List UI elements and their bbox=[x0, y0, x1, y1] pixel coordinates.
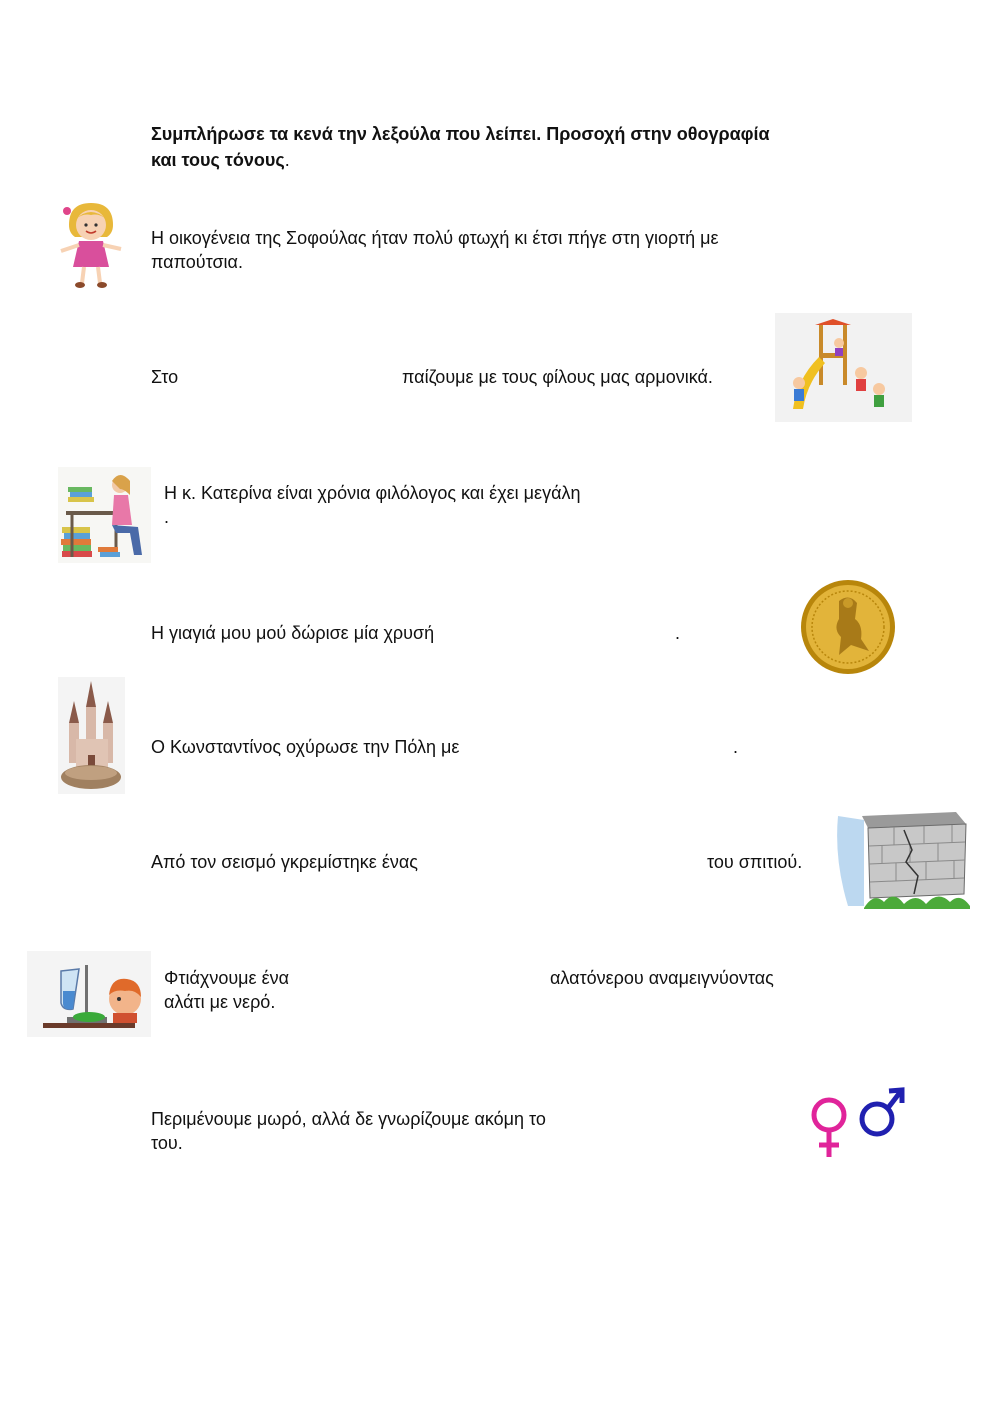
sentence-3-line2: . bbox=[164, 507, 170, 527]
sentence-7-before: Φτιάχνουμε ένα bbox=[164, 968, 290, 988]
sentence-4-after: . bbox=[675, 623, 681, 643]
sentence-6-blank[interactable] bbox=[455, 850, 700, 874]
instructions bbox=[151, 121, 770, 173]
sentence-6-after: του σπιτιού. bbox=[707, 852, 803, 872]
sentence-5-after: . bbox=[733, 737, 739, 757]
sentence-2-before: Στο bbox=[151, 367, 179, 387]
sentence-8-line1: Περιμένουμε μωρό, αλλά δε γνωρίζουμε ακόμη το bbox=[151, 1109, 546, 1129]
sentence-4-blank[interactable] bbox=[472, 621, 672, 645]
sentence-1-line2: παπούτσια. bbox=[151, 252, 243, 272]
sentence-2-after: παίζουμε με τους φίλους μας αρμονικά. bbox=[402, 367, 713, 387]
sentence-1-line1: Η οικογένεια της Σοφούλας ήταν πολύ φτωχή κι έτσι πήγε στη γιορτή με bbox=[151, 228, 719, 248]
lab-experiment-icon bbox=[27, 951, 151, 1037]
sentence-2-blank[interactable] bbox=[190, 365, 395, 389]
castle-icon bbox=[58, 677, 125, 794]
sentence-5-before: Ο Κωνσταντίνος οχύρωσε την Πόλη με bbox=[151, 737, 460, 757]
sentence-5-blank[interactable] bbox=[503, 735, 728, 759]
teacher-books-icon bbox=[58, 467, 151, 563]
sentence-7-blank[interactable] bbox=[312, 966, 544, 990]
instructions-line2: και τους τόνους bbox=[151, 150, 285, 170]
gold-coin-icon bbox=[799, 579, 897, 676]
gender-symbols-icon bbox=[805, 1083, 911, 1163]
playground-icon bbox=[775, 313, 912, 422]
sentence-4-before: Η γιαγιά μου μού δώρισε μία χρυσή bbox=[151, 623, 435, 643]
sentence-7-line2: αλάτι με νερό. bbox=[164, 992, 276, 1012]
sentence-6-before: Από τον σεισμό γκρεμίστηκε ένας bbox=[151, 852, 418, 872]
sentence-7-after: αλατόνερου αναμειγνύοντας bbox=[550, 968, 774, 988]
girl-icon bbox=[55, 197, 127, 289]
sentence-8-line2: του. bbox=[151, 1133, 183, 1153]
broken-wall-icon bbox=[834, 810, 972, 909]
instructions-period: . bbox=[284, 150, 290, 170]
sentence-3-line1: Η κ. Κατερίνα είναι χρόνια φιλόλογος και έχει μεγάλη bbox=[164, 483, 581, 503]
instructions-line1: Συμπλήρωσε τα κενά την λεξούλα που λείπει. Προσοχή στην οθογραφία bbox=[151, 124, 770, 144]
